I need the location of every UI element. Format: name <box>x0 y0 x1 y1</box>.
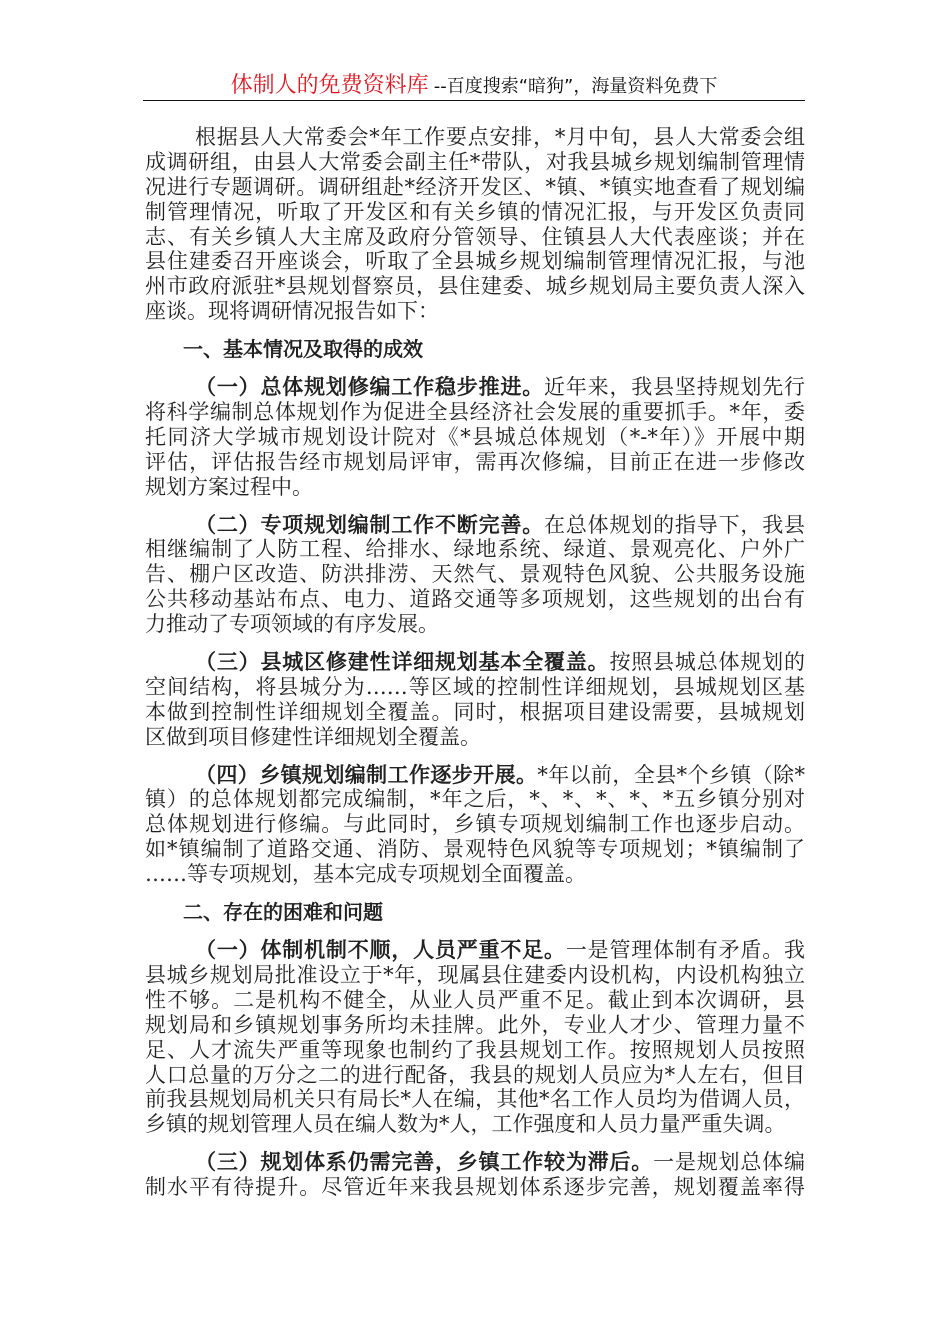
line-text: 制水平有待提升。尽管近年来我县规划体系逐步完善，规划覆盖率得 <box>145 1175 805 1200</box>
paragraph-line <box>145 225 805 250</box>
paragraph-lead: （三）规划体系仍需完善，乡镇工作较为滞后。 <box>195 1149 654 1175</box>
paragraph-line <box>145 938 805 963</box>
paragraph-line <box>145 1038 805 1063</box>
line-text: 力推动了专项领域的有序发展。 <box>145 612 439 637</box>
document-body <box>145 125 805 1213</box>
paragraph-line <box>145 450 805 475</box>
paragraph-lead: （一）体制机制不顺，人员严重不足。 <box>195 937 566 963</box>
paragraph-line <box>145 988 805 1013</box>
paragraph-line <box>145 587 805 612</box>
paragraph <box>145 513 805 637</box>
line-text: 座谈。现将调研情况报告如下： <box>145 299 439 324</box>
paragraph-line <box>145 249 805 274</box>
paragraph-lead: （三）县城区修建性详细规划基本全覆盖。 <box>195 649 610 675</box>
paragraph-line <box>145 425 805 450</box>
paragraph-line <box>145 200 805 225</box>
paragraph-line <box>145 274 805 299</box>
line-text: 区做到项目修建性详细规划全覆盖。 <box>145 724 481 749</box>
paragraph-lead: （二）专项规划编制工作不断完善。 <box>195 511 545 537</box>
paragraph-line <box>145 862 805 887</box>
paragraph <box>145 125 805 324</box>
paragraph-line <box>145 700 805 725</box>
line-text: 前我县规划局机关只有局长*人在编，其他*名工作人员均为借调人员， <box>145 1087 805 1112</box>
paragraph-lead: （一）总体规划修编工作稳步推进。 <box>195 374 545 400</box>
paragraph-line <box>145 562 805 587</box>
line-text: 评估，评估报告经市规划局评审，需再次修编，目前正在进一步修改 <box>145 449 805 474</box>
paragraph-line <box>145 125 805 150</box>
header-slogan: --百度搜索“暗狗”，海量资料免费下 <box>433 76 718 97</box>
paragraph-line <box>145 400 805 425</box>
paragraph-line <box>145 837 805 862</box>
paragraph-line <box>145 150 805 175</box>
line-text: 州市政府派驻*县规划督察员，县住建委、城乡规划局主要负责人深入 <box>145 274 805 299</box>
line-text: 况进行专题调研。调研组赴*经济开发区、*镇、*镇实地查看了规划编 <box>145 174 805 199</box>
line-text: 人口总量的万分之二的进行配备，我县的规划人员应为*人左右，但目 <box>145 1062 805 1087</box>
section-heading: 一、基本情况及取得的成效 <box>183 337 423 362</box>
line-text: 镇）的总体规划都完成编制，*年之后，*、*、*、*、*五乡镇分别对 <box>145 787 805 812</box>
paragraph-line <box>145 963 805 988</box>
line-text: 一是规划总体编 <box>653 1150 805 1175</box>
line-text: 规划方案过程中。 <box>145 474 313 499</box>
paragraph-line <box>145 537 805 562</box>
line-text: 公共移动基站布点、电力、道路交通等多项规划，这些规划的出台有 <box>145 587 805 612</box>
paragraph-lead: （四）乡镇规划编制工作逐步开展。 <box>195 761 538 787</box>
section-heading: 二、存在的困难和问题 <box>183 900 383 925</box>
line-text: 在总体规划的指导下，我县 <box>544 512 806 537</box>
paragraph-line <box>145 375 805 400</box>
paragraph-line <box>145 175 805 200</box>
header-brand: 体制人的免费资料库 <box>230 73 429 98</box>
paragraph-line <box>145 675 805 700</box>
paragraph <box>145 1150 805 1200</box>
paragraph-line <box>145 513 805 538</box>
paragraph-line <box>145 1087 805 1112</box>
line-text: 将科学编制总体规划作为促进全县经济社会发展的重要抓手。*年，委 <box>145 400 805 425</box>
line-text: 成调研组，由县人大常委会副主任*带队，对我县城乡规划编制管理情 <box>145 149 805 174</box>
paragraph <box>145 763 805 887</box>
line-text: 相继编制了人防工程、给排水、绿地系统、绿道、景观亮化、户外广 <box>145 537 805 562</box>
line-text: 一是管理体制有矛盾。我 <box>565 938 806 963</box>
line-text: 规划局和乡镇规划事务所均未挂牌。此外，专业人才少、管理力量不 <box>145 1012 805 1037</box>
line-text: 总体规划进行修编。与此同时，乡镇专项规划编制工作也逐步启动。 <box>145 812 805 837</box>
paragraph-line <box>145 1175 805 1200</box>
paragraph-line <box>145 650 805 675</box>
line-text: 县住建委召开座谈会，听取了全县城乡规划编制管理情况汇报，与池 <box>145 249 805 274</box>
paragraph-line <box>145 725 805 750</box>
line-text: 制管理情况，听取了开发区和有关乡镇的情况汇报，与开发区负责同 <box>145 199 805 224</box>
line-text: 根据县人大常委会*年工作要点安排，*月中旬，县人大常委会组 <box>195 125 805 149</box>
page-header <box>143 68 805 100</box>
paragraph-line <box>145 1013 805 1038</box>
line-text: 如*镇编制了道路交通、消防、景观特色风貌等专项规划；*镇编制了 <box>145 837 805 862</box>
line-text: 按照县城总体规划的 <box>609 650 806 675</box>
line-text: 告、棚户区改造、防洪排涝、天然气、景观特色风貌、公共服务设施 <box>145 562 805 587</box>
paragraph-line <box>145 612 805 637</box>
paragraph-line <box>145 1150 805 1175</box>
line-text: 空间结构，将县城分为……等区域的控制性详细规划，县城规划区基 <box>145 674 805 699</box>
paragraph-line <box>145 787 805 812</box>
line-text: 托同济大学城市规划设计院对《*县城总体规划（*-*年）》开展中期 <box>145 424 805 449</box>
paragraph <box>145 375 805 499</box>
paragraph-line <box>145 1112 805 1137</box>
paragraph-line <box>145 1063 805 1088</box>
line-text: 县城乡规划局批准设立于*年，现属县住建委内设机构，内设机构独立 <box>145 962 805 987</box>
paragraph-line <box>145 763 805 788</box>
line-text: 本做到控制性详细规划全覆盖。同时，根据项目建设需要，县城规划 <box>145 699 805 724</box>
line-text: 足、人才流失严重等现象也制约了我县规划工作。按照规划人员按照 <box>145 1037 805 1062</box>
line-text: 性不够。二是机构不健全，从业人员严重不足。截止到本次调研，县 <box>145 987 805 1012</box>
paragraph <box>145 650 805 750</box>
header-divider <box>143 100 805 101</box>
line-text: ……等专项规划，基本完成专项规划全面覆盖。 <box>145 862 586 887</box>
paragraph-line <box>145 812 805 837</box>
line-text: 乡镇的规划管理人员在编人数为*人，工作强度和人员力量严重失调。 <box>145 1112 786 1137</box>
line-text: *年以前，全县*个乡镇（除* <box>537 762 805 787</box>
line-text: 近年来，我县坚持规划先行 <box>544 375 806 400</box>
paragraph-line <box>145 475 805 500</box>
line-text: 志、有关乡镇人大主席及政府分管领导、住镇县人大代表座谈；并在 <box>145 224 805 249</box>
paragraph <box>145 938 805 1137</box>
paragraph-line <box>145 299 805 324</box>
